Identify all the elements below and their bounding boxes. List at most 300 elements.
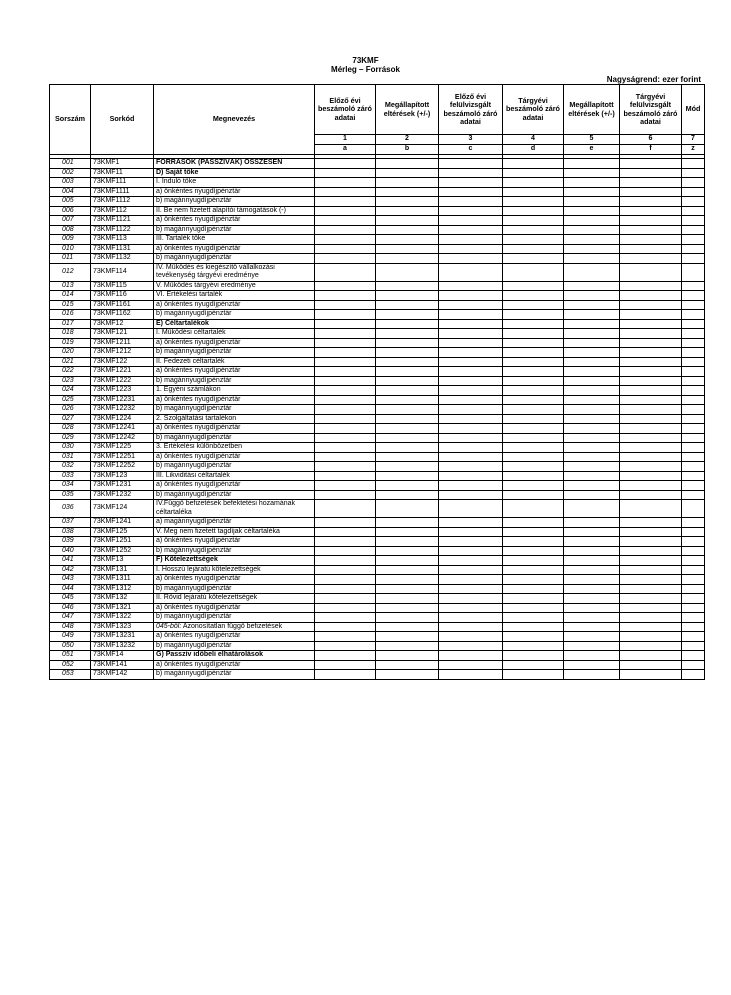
cell-input-col-3[interactable] bbox=[439, 405, 503, 415]
cell-input-col-5[interactable] bbox=[564, 244, 620, 254]
cell-input-col-1[interactable] bbox=[315, 546, 376, 556]
cell-input-col-6[interactable] bbox=[620, 263, 682, 281]
cell-input-col-3[interactable] bbox=[439, 537, 503, 547]
cell-input-col-7[interactable] bbox=[682, 603, 705, 613]
cell-input-col-1[interactable] bbox=[315, 395, 376, 405]
cell-input-col-7[interactable] bbox=[682, 584, 705, 594]
cell-input-col-5[interactable] bbox=[564, 395, 620, 405]
cell-input-col-1[interactable] bbox=[315, 329, 376, 339]
cell-input-col-2[interactable] bbox=[376, 414, 439, 424]
cell-input-col-7[interactable] bbox=[682, 546, 705, 556]
cell-input-col-5[interactable] bbox=[564, 386, 620, 396]
cell-input-col-1[interactable] bbox=[315, 291, 376, 301]
cell-input-col-3[interactable] bbox=[439, 367, 503, 377]
cell-input-col-3[interactable] bbox=[439, 632, 503, 642]
cell-input-col-4[interactable] bbox=[503, 433, 564, 443]
cell-input-col-1[interactable] bbox=[315, 348, 376, 358]
cell-input-col-7[interactable] bbox=[682, 291, 705, 301]
cell-input-col-7[interactable] bbox=[682, 395, 705, 405]
cell-input-col-7[interactable] bbox=[682, 187, 705, 197]
cell-input-col-2[interactable] bbox=[376, 178, 439, 188]
cell-input-col-4[interactable] bbox=[503, 490, 564, 500]
cell-input-col-3[interactable] bbox=[439, 216, 503, 226]
cell-input-col-6[interactable] bbox=[620, 216, 682, 226]
cell-input-col-7[interactable] bbox=[682, 206, 705, 216]
cell-input-col-3[interactable] bbox=[439, 329, 503, 339]
cell-input-col-2[interactable] bbox=[376, 660, 439, 670]
cell-input-col-5[interactable] bbox=[564, 471, 620, 481]
cell-input-col-1[interactable] bbox=[315, 310, 376, 320]
cell-input-col-5[interactable] bbox=[564, 405, 620, 415]
cell-input-col-5[interactable] bbox=[564, 622, 620, 632]
cell-input-col-1[interactable] bbox=[315, 575, 376, 585]
cell-input-col-2[interactable] bbox=[376, 338, 439, 348]
cell-input-col-3[interactable] bbox=[439, 481, 503, 491]
cell-input-col-4[interactable] bbox=[503, 613, 564, 623]
cell-input-col-6[interactable] bbox=[620, 565, 682, 575]
cell-input-col-4[interactable] bbox=[503, 546, 564, 556]
cell-input-col-2[interactable] bbox=[376, 594, 439, 604]
cell-input-col-6[interactable] bbox=[620, 452, 682, 462]
cell-input-col-7[interactable] bbox=[682, 518, 705, 528]
cell-input-col-3[interactable] bbox=[439, 168, 503, 178]
cell-input-col-6[interactable] bbox=[620, 433, 682, 443]
cell-input-col-5[interactable] bbox=[564, 254, 620, 264]
cell-input-col-4[interactable] bbox=[503, 310, 564, 320]
cell-input-col-1[interactable] bbox=[315, 244, 376, 254]
cell-input-col-5[interactable] bbox=[564, 159, 620, 169]
cell-input-col-5[interactable] bbox=[564, 527, 620, 537]
cell-input-col-4[interactable] bbox=[503, 329, 564, 339]
cell-input-col-2[interactable] bbox=[376, 556, 439, 566]
cell-input-col-7[interactable] bbox=[682, 490, 705, 500]
cell-input-col-2[interactable] bbox=[376, 443, 439, 453]
cell-input-col-7[interactable] bbox=[682, 414, 705, 424]
cell-input-col-3[interactable] bbox=[439, 300, 503, 310]
cell-input-col-3[interactable] bbox=[439, 651, 503, 661]
cell-input-col-5[interactable] bbox=[564, 556, 620, 566]
cell-input-col-1[interactable] bbox=[315, 197, 376, 207]
cell-input-col-5[interactable] bbox=[564, 225, 620, 235]
cell-input-col-3[interactable] bbox=[439, 225, 503, 235]
cell-input-col-1[interactable] bbox=[315, 641, 376, 651]
cell-input-col-3[interactable] bbox=[439, 310, 503, 320]
cell-input-col-3[interactable] bbox=[439, 376, 503, 386]
cell-input-col-4[interactable] bbox=[503, 500, 564, 518]
cell-input-col-5[interactable] bbox=[564, 376, 620, 386]
cell-input-col-2[interactable] bbox=[376, 500, 439, 518]
cell-input-col-4[interactable] bbox=[503, 660, 564, 670]
cell-input-col-4[interactable] bbox=[503, 395, 564, 405]
cell-input-col-5[interactable] bbox=[564, 546, 620, 556]
cell-input-col-6[interactable] bbox=[620, 405, 682, 415]
cell-input-col-5[interactable] bbox=[564, 433, 620, 443]
cell-input-col-6[interactable] bbox=[620, 594, 682, 604]
cell-input-col-2[interactable] bbox=[376, 386, 439, 396]
cell-input-col-1[interactable] bbox=[315, 168, 376, 178]
cell-input-col-3[interactable] bbox=[439, 386, 503, 396]
cell-input-col-4[interactable] bbox=[503, 527, 564, 537]
cell-input-col-1[interactable] bbox=[315, 367, 376, 377]
cell-input-col-5[interactable] bbox=[564, 216, 620, 226]
cell-input-col-2[interactable] bbox=[376, 405, 439, 415]
cell-input-col-7[interactable] bbox=[682, 632, 705, 642]
cell-input-col-5[interactable] bbox=[564, 178, 620, 188]
cell-input-col-1[interactable] bbox=[315, 565, 376, 575]
cell-input-col-4[interactable] bbox=[503, 235, 564, 245]
cell-input-col-1[interactable] bbox=[315, 490, 376, 500]
cell-input-col-3[interactable] bbox=[439, 443, 503, 453]
cell-input-col-6[interactable] bbox=[620, 556, 682, 566]
cell-input-col-1[interactable] bbox=[315, 556, 376, 566]
cell-input-col-7[interactable] bbox=[682, 376, 705, 386]
cell-input-col-3[interactable] bbox=[439, 518, 503, 528]
cell-input-col-6[interactable] bbox=[620, 395, 682, 405]
cell-input-col-1[interactable] bbox=[315, 632, 376, 642]
cell-input-col-7[interactable] bbox=[682, 225, 705, 235]
cell-input-col-6[interactable] bbox=[620, 462, 682, 472]
cell-input-col-3[interactable] bbox=[439, 319, 503, 329]
cell-input-col-3[interactable] bbox=[439, 490, 503, 500]
cell-input-col-2[interactable] bbox=[376, 348, 439, 358]
cell-input-col-6[interactable] bbox=[620, 424, 682, 434]
cell-input-col-7[interactable] bbox=[682, 254, 705, 264]
cell-input-col-3[interactable] bbox=[439, 433, 503, 443]
cell-input-col-3[interactable] bbox=[439, 178, 503, 188]
cell-input-col-4[interactable] bbox=[503, 443, 564, 453]
cell-input-col-3[interactable] bbox=[439, 414, 503, 424]
cell-input-col-2[interactable] bbox=[376, 565, 439, 575]
cell-input-col-3[interactable] bbox=[439, 187, 503, 197]
cell-input-col-3[interactable] bbox=[439, 159, 503, 169]
cell-input-col-7[interactable] bbox=[682, 281, 705, 291]
cell-input-col-6[interactable] bbox=[620, 348, 682, 358]
cell-input-col-6[interactable] bbox=[620, 471, 682, 481]
cell-input-col-2[interactable] bbox=[376, 357, 439, 367]
cell-input-col-6[interactable] bbox=[620, 159, 682, 169]
cell-input-col-6[interactable] bbox=[620, 254, 682, 264]
cell-input-col-2[interactable] bbox=[376, 310, 439, 320]
cell-input-col-4[interactable] bbox=[503, 216, 564, 226]
cell-input-col-5[interactable] bbox=[564, 357, 620, 367]
cell-input-col-3[interactable] bbox=[439, 206, 503, 216]
cell-input-col-1[interactable] bbox=[315, 433, 376, 443]
cell-input-col-7[interactable] bbox=[682, 386, 705, 396]
cell-input-col-4[interactable] bbox=[503, 594, 564, 604]
cell-input-col-6[interactable] bbox=[620, 670, 682, 680]
cell-input-col-1[interactable] bbox=[315, 462, 376, 472]
cell-input-col-5[interactable] bbox=[564, 235, 620, 245]
cell-input-col-6[interactable] bbox=[620, 613, 682, 623]
cell-input-col-3[interactable] bbox=[439, 622, 503, 632]
cell-input-col-1[interactable] bbox=[315, 584, 376, 594]
cell-input-col-5[interactable] bbox=[564, 603, 620, 613]
cell-input-col-5[interactable] bbox=[564, 641, 620, 651]
cell-input-col-7[interactable] bbox=[682, 622, 705, 632]
cell-input-col-2[interactable] bbox=[376, 613, 439, 623]
cell-input-col-4[interactable] bbox=[503, 632, 564, 642]
cell-input-col-3[interactable] bbox=[439, 338, 503, 348]
cell-input-col-2[interactable] bbox=[376, 300, 439, 310]
cell-input-col-4[interactable] bbox=[503, 319, 564, 329]
cell-input-col-7[interactable] bbox=[682, 300, 705, 310]
cell-input-col-7[interactable] bbox=[682, 338, 705, 348]
cell-input-col-2[interactable] bbox=[376, 490, 439, 500]
cell-input-col-7[interactable] bbox=[682, 575, 705, 585]
cell-input-col-7[interactable] bbox=[682, 433, 705, 443]
cell-input-col-1[interactable] bbox=[315, 225, 376, 235]
cell-input-col-1[interactable] bbox=[315, 235, 376, 245]
cell-input-col-7[interactable] bbox=[682, 357, 705, 367]
cell-input-col-3[interactable] bbox=[439, 594, 503, 604]
cell-input-col-2[interactable] bbox=[376, 263, 439, 281]
cell-input-col-4[interactable] bbox=[503, 670, 564, 680]
cell-input-col-5[interactable] bbox=[564, 329, 620, 339]
cell-input-col-4[interactable] bbox=[503, 471, 564, 481]
cell-input-col-1[interactable] bbox=[315, 216, 376, 226]
cell-input-col-4[interactable] bbox=[503, 263, 564, 281]
cell-input-col-5[interactable] bbox=[564, 206, 620, 216]
cell-input-col-4[interactable] bbox=[503, 641, 564, 651]
cell-input-col-7[interactable] bbox=[682, 537, 705, 547]
cell-input-col-5[interactable] bbox=[564, 537, 620, 547]
cell-input-col-7[interactable] bbox=[682, 613, 705, 623]
cell-input-col-3[interactable] bbox=[439, 197, 503, 207]
cell-input-col-5[interactable] bbox=[564, 414, 620, 424]
cell-input-col-3[interactable] bbox=[439, 527, 503, 537]
cell-input-col-6[interactable] bbox=[620, 206, 682, 216]
cell-input-col-5[interactable] bbox=[564, 670, 620, 680]
cell-input-col-7[interactable] bbox=[682, 197, 705, 207]
cell-input-col-6[interactable] bbox=[620, 178, 682, 188]
cell-input-col-4[interactable] bbox=[503, 575, 564, 585]
cell-input-col-7[interactable] bbox=[682, 481, 705, 491]
cell-input-col-7[interactable] bbox=[682, 348, 705, 358]
cell-input-col-1[interactable] bbox=[315, 500, 376, 518]
cell-input-col-3[interactable] bbox=[439, 395, 503, 405]
cell-input-col-4[interactable] bbox=[503, 357, 564, 367]
cell-input-col-6[interactable] bbox=[620, 490, 682, 500]
cell-input-col-6[interactable] bbox=[620, 386, 682, 396]
cell-input-col-3[interactable] bbox=[439, 424, 503, 434]
cell-input-col-2[interactable] bbox=[376, 216, 439, 226]
cell-input-col-5[interactable] bbox=[564, 367, 620, 377]
cell-input-col-1[interactable] bbox=[315, 660, 376, 670]
cell-input-col-5[interactable] bbox=[564, 584, 620, 594]
cell-input-col-1[interactable] bbox=[315, 452, 376, 462]
cell-input-col-1[interactable] bbox=[315, 357, 376, 367]
cell-input-col-7[interactable] bbox=[682, 471, 705, 481]
cell-input-col-5[interactable] bbox=[564, 424, 620, 434]
cell-input-col-6[interactable] bbox=[620, 197, 682, 207]
cell-input-col-1[interactable] bbox=[315, 206, 376, 216]
cell-input-col-2[interactable] bbox=[376, 452, 439, 462]
cell-input-col-7[interactable] bbox=[682, 216, 705, 226]
cell-input-col-4[interactable] bbox=[503, 414, 564, 424]
cell-input-col-5[interactable] bbox=[564, 565, 620, 575]
cell-input-col-1[interactable] bbox=[315, 594, 376, 604]
cell-input-col-4[interactable] bbox=[503, 376, 564, 386]
cell-input-col-7[interactable] bbox=[682, 424, 705, 434]
cell-input-col-2[interactable] bbox=[376, 254, 439, 264]
cell-input-col-6[interactable] bbox=[620, 357, 682, 367]
cell-input-col-3[interactable] bbox=[439, 603, 503, 613]
cell-input-col-6[interactable] bbox=[620, 622, 682, 632]
cell-input-col-5[interactable] bbox=[564, 291, 620, 301]
cell-input-col-2[interactable] bbox=[376, 291, 439, 301]
cell-input-col-5[interactable] bbox=[564, 300, 620, 310]
cell-input-col-5[interactable] bbox=[564, 490, 620, 500]
cell-input-col-6[interactable] bbox=[620, 603, 682, 613]
cell-input-col-4[interactable] bbox=[503, 603, 564, 613]
cell-input-col-5[interactable] bbox=[564, 632, 620, 642]
cell-input-col-6[interactable] bbox=[620, 527, 682, 537]
cell-input-col-5[interactable] bbox=[564, 660, 620, 670]
cell-input-col-4[interactable] bbox=[503, 481, 564, 491]
cell-input-col-5[interactable] bbox=[564, 613, 620, 623]
cell-input-col-6[interactable] bbox=[620, 537, 682, 547]
cell-input-col-2[interactable] bbox=[376, 622, 439, 632]
cell-input-col-2[interactable] bbox=[376, 187, 439, 197]
cell-input-col-6[interactable] bbox=[620, 187, 682, 197]
cell-input-col-1[interactable] bbox=[315, 424, 376, 434]
cell-input-col-6[interactable] bbox=[620, 632, 682, 642]
cell-input-col-4[interactable] bbox=[503, 197, 564, 207]
cell-input-col-7[interactable] bbox=[682, 235, 705, 245]
cell-input-col-7[interactable] bbox=[682, 670, 705, 680]
cell-input-col-1[interactable] bbox=[315, 518, 376, 528]
cell-input-col-7[interactable] bbox=[682, 452, 705, 462]
cell-input-col-1[interactable] bbox=[315, 319, 376, 329]
cell-input-col-5[interactable] bbox=[564, 319, 620, 329]
cell-input-col-5[interactable] bbox=[564, 263, 620, 281]
cell-input-col-2[interactable] bbox=[376, 197, 439, 207]
cell-input-col-3[interactable] bbox=[439, 613, 503, 623]
cell-input-col-7[interactable] bbox=[682, 244, 705, 254]
cell-input-col-5[interactable] bbox=[564, 348, 620, 358]
cell-input-col-2[interactable] bbox=[376, 159, 439, 169]
cell-input-col-4[interactable] bbox=[503, 187, 564, 197]
cell-input-col-5[interactable] bbox=[564, 500, 620, 518]
cell-input-col-6[interactable] bbox=[620, 338, 682, 348]
cell-input-col-1[interactable] bbox=[315, 527, 376, 537]
cell-input-col-7[interactable] bbox=[682, 594, 705, 604]
cell-input-col-2[interactable] bbox=[376, 471, 439, 481]
cell-input-col-6[interactable] bbox=[620, 281, 682, 291]
cell-input-col-4[interactable] bbox=[503, 159, 564, 169]
cell-input-col-1[interactable] bbox=[315, 443, 376, 453]
cell-input-col-1[interactable] bbox=[315, 622, 376, 632]
cell-input-col-1[interactable] bbox=[315, 471, 376, 481]
cell-input-col-3[interactable] bbox=[439, 584, 503, 594]
cell-input-col-3[interactable] bbox=[439, 462, 503, 472]
cell-input-col-2[interactable] bbox=[376, 225, 439, 235]
cell-input-col-2[interactable] bbox=[376, 527, 439, 537]
cell-input-col-1[interactable] bbox=[315, 651, 376, 661]
cell-input-col-4[interactable] bbox=[503, 206, 564, 216]
cell-input-col-5[interactable] bbox=[564, 338, 620, 348]
cell-input-col-2[interactable] bbox=[376, 537, 439, 547]
cell-input-col-7[interactable] bbox=[682, 178, 705, 188]
cell-input-col-2[interactable] bbox=[376, 462, 439, 472]
cell-input-col-3[interactable] bbox=[439, 556, 503, 566]
cell-input-col-5[interactable] bbox=[564, 281, 620, 291]
cell-input-col-1[interactable] bbox=[315, 537, 376, 547]
cell-input-col-3[interactable] bbox=[439, 641, 503, 651]
cell-input-col-2[interactable] bbox=[376, 651, 439, 661]
cell-input-col-7[interactable] bbox=[682, 263, 705, 281]
cell-input-col-2[interactable] bbox=[376, 641, 439, 651]
cell-input-col-6[interactable] bbox=[620, 500, 682, 518]
cell-input-col-4[interactable] bbox=[503, 405, 564, 415]
cell-input-col-4[interactable] bbox=[503, 556, 564, 566]
cell-input-col-7[interactable] bbox=[682, 367, 705, 377]
cell-input-col-4[interactable] bbox=[503, 537, 564, 547]
cell-input-col-4[interactable] bbox=[503, 622, 564, 632]
cell-input-col-1[interactable] bbox=[315, 338, 376, 348]
cell-input-col-6[interactable] bbox=[620, 244, 682, 254]
cell-input-col-2[interactable] bbox=[376, 319, 439, 329]
cell-input-col-6[interactable] bbox=[620, 651, 682, 661]
cell-input-col-2[interactable] bbox=[376, 424, 439, 434]
cell-input-col-1[interactable] bbox=[315, 159, 376, 169]
cell-input-col-5[interactable] bbox=[564, 310, 620, 320]
cell-input-col-6[interactable] bbox=[620, 376, 682, 386]
cell-input-col-3[interactable] bbox=[439, 348, 503, 358]
cell-input-col-7[interactable] bbox=[682, 641, 705, 651]
cell-input-col-3[interactable] bbox=[439, 235, 503, 245]
cell-input-col-4[interactable] bbox=[503, 168, 564, 178]
cell-input-col-4[interactable] bbox=[503, 348, 564, 358]
cell-input-col-4[interactable] bbox=[503, 281, 564, 291]
cell-input-col-6[interactable] bbox=[620, 235, 682, 245]
cell-input-col-3[interactable] bbox=[439, 254, 503, 264]
cell-input-col-1[interactable] bbox=[315, 376, 376, 386]
cell-input-col-7[interactable] bbox=[682, 319, 705, 329]
cell-input-col-4[interactable] bbox=[503, 178, 564, 188]
cell-input-col-4[interactable] bbox=[503, 254, 564, 264]
cell-input-col-4[interactable] bbox=[503, 244, 564, 254]
cell-input-col-1[interactable] bbox=[315, 481, 376, 491]
cell-input-col-4[interactable] bbox=[503, 291, 564, 301]
cell-input-col-2[interactable] bbox=[376, 244, 439, 254]
cell-input-col-5[interactable] bbox=[564, 462, 620, 472]
cell-input-col-6[interactable] bbox=[620, 225, 682, 235]
cell-input-col-1[interactable] bbox=[315, 263, 376, 281]
cell-input-col-6[interactable] bbox=[620, 546, 682, 556]
cell-input-col-2[interactable] bbox=[376, 575, 439, 585]
cell-input-col-2[interactable] bbox=[376, 632, 439, 642]
cell-input-col-2[interactable] bbox=[376, 433, 439, 443]
cell-input-col-5[interactable] bbox=[564, 518, 620, 528]
cell-input-col-3[interactable] bbox=[439, 660, 503, 670]
cell-input-col-4[interactable] bbox=[503, 518, 564, 528]
cell-input-col-3[interactable] bbox=[439, 670, 503, 680]
cell-input-col-6[interactable] bbox=[620, 414, 682, 424]
cell-input-col-5[interactable] bbox=[564, 168, 620, 178]
cell-input-col-1[interactable] bbox=[315, 386, 376, 396]
cell-input-col-1[interactable] bbox=[315, 178, 376, 188]
cell-input-col-3[interactable] bbox=[439, 263, 503, 281]
cell-input-col-6[interactable] bbox=[620, 660, 682, 670]
cell-input-col-5[interactable] bbox=[564, 575, 620, 585]
cell-input-col-5[interactable] bbox=[564, 481, 620, 491]
cell-input-col-1[interactable] bbox=[315, 300, 376, 310]
cell-input-col-3[interactable] bbox=[439, 500, 503, 518]
cell-input-col-6[interactable] bbox=[620, 367, 682, 377]
cell-input-col-4[interactable] bbox=[503, 225, 564, 235]
cell-input-col-3[interactable] bbox=[439, 244, 503, 254]
